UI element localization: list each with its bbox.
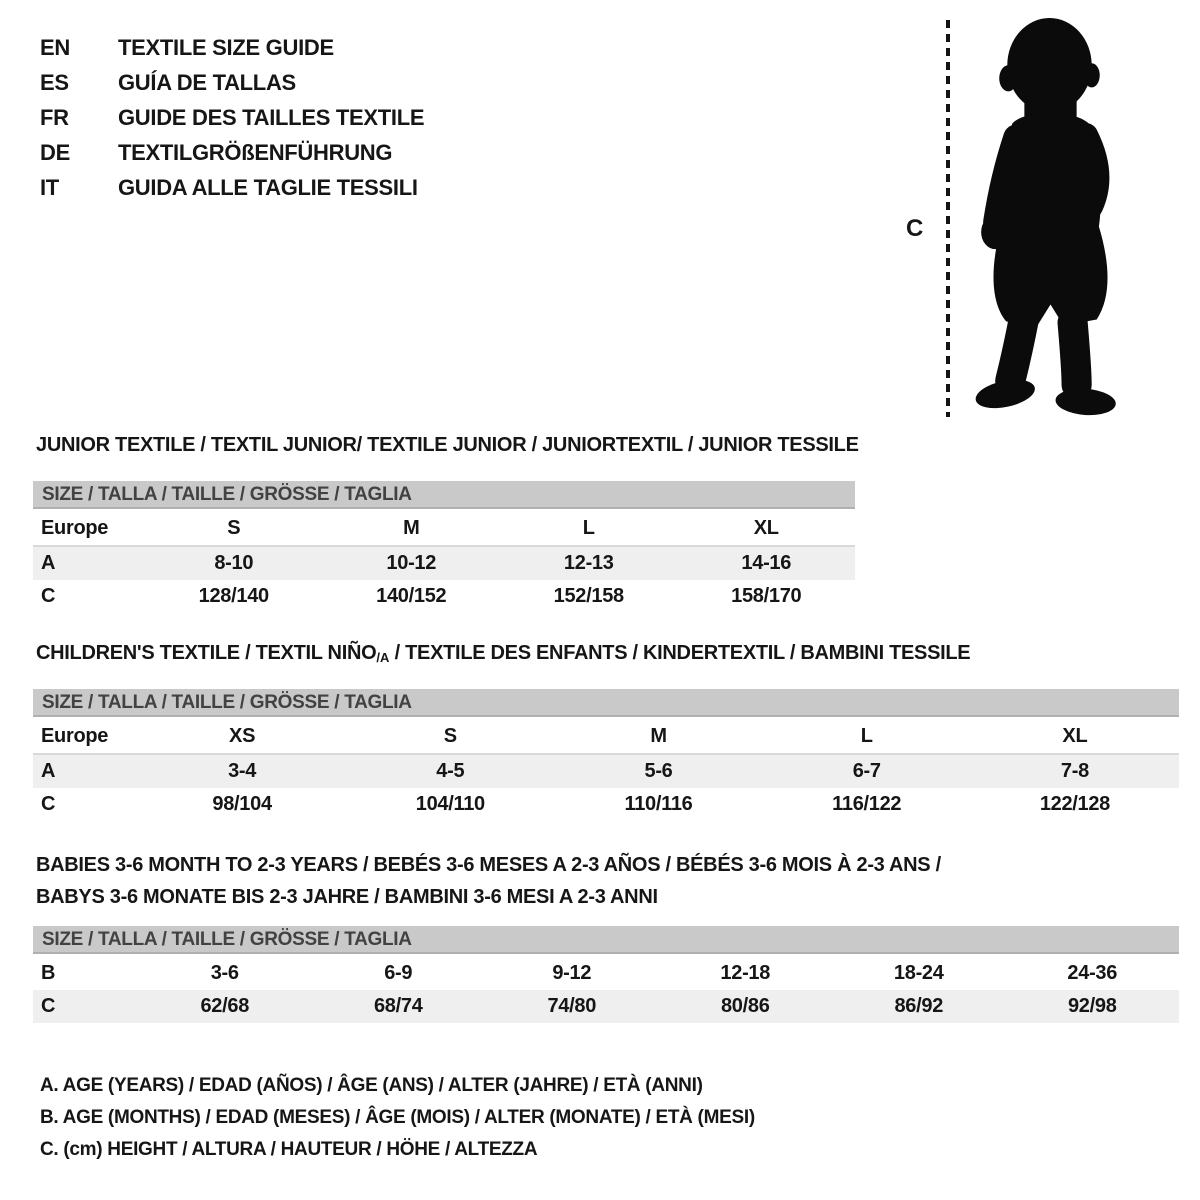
months-cell: 3-6 <box>210 962 239 984</box>
babies-heading-line2: BABYS 3-6 MONATE BIS 2-3 JAHRE / BAMBINI 3-6 MESI A 2-3 ANNI <box>36 886 658 908</box>
height-cell: 122/128 <box>1039 793 1111 815</box>
children-heading-text: / TEXTILE DES ENFANTS / KINDERTEXTIL / BAMBINI TESSILE <box>389 642 971 664</box>
toddler-silhouette-icon <box>963 15 1141 417</box>
height-cell: 158/170 <box>731 585 802 607</box>
children-size-table <box>33 720 1179 821</box>
row-label: A <box>41 552 56 574</box>
age-cell: 10-12 <box>386 552 437 574</box>
height-cell: 68/74 <box>373 995 423 1017</box>
size-cell: L <box>582 517 595 539</box>
junior-size-table <box>33 512 855 613</box>
height-dashed-line <box>946 20 950 417</box>
size-cell: S <box>443 725 457 747</box>
size-cell: XL <box>1062 725 1088 747</box>
language-title: TEXTILGRÖßENFÜHRUNG <box>118 140 393 165</box>
months-cell: 18-24 <box>893 962 944 984</box>
row-label: C <box>41 585 56 607</box>
children-heading-sub: /A <box>376 650 390 665</box>
table-row-height <box>33 580 855 613</box>
age-cell: 6-7 <box>852 760 881 782</box>
height-cell: 152/158 <box>553 585 624 607</box>
language-row-it <box>40 170 424 205</box>
language-row-fr <box>40 100 424 135</box>
babies-size-header-bar: SIZE / TALLA / TAILLE / GRÖSSE / TAGLIA <box>33 926 1179 954</box>
age-cell: 14-16 <box>741 552 792 574</box>
months-cell: 12-18 <box>720 962 771 984</box>
table-row-europe <box>33 720 1179 755</box>
language-code: DE <box>40 140 70 165</box>
language-code: EN <box>40 35 70 60</box>
children-size-header-bar: SIZE / TALLA / TAILLE / GRÖSSE / TAGLIA <box>33 689 1179 717</box>
junior-size-header-bar: SIZE / TALLA / TAILLE / GRÖSSE / TAGLIA <box>33 481 855 509</box>
age-cell: 3-4 <box>228 760 257 782</box>
table-row-europe <box>33 512 855 547</box>
height-cell: 92/98 <box>1067 995 1117 1017</box>
language-title: TEXTILE SIZE GUIDE <box>118 35 334 60</box>
height-cell: 140/152 <box>376 585 447 607</box>
row-label: B <box>41 962 56 984</box>
table-row-months <box>33 957 1179 990</box>
row-label: A <box>41 760 56 782</box>
age-cell: 7-8 <box>1060 760 1089 782</box>
language-row-de <box>40 135 424 170</box>
row-label: C <box>41 793 56 815</box>
language-code: FR <box>40 105 69 130</box>
legend-line-c: C. (cm) HEIGHT / ALTURA / HAUTEUR / HÖHE / ALTEZZA <box>40 1139 538 1160</box>
size-cell: XL <box>753 517 779 539</box>
height-cell: 104/110 <box>415 793 485 815</box>
language-code: ES <box>40 70 69 95</box>
babies-heading-line1: BABIES 3-6 MONTH TO 2-3 YEARS / BEBÉS 3-6 MESES A 2-3 AÑOS / BÉBÉS 3-6 MOIS À 2-3 ANS / <box>36 854 941 876</box>
months-cell: 6-9 <box>384 962 413 984</box>
height-cell: 74/80 <box>547 995 597 1017</box>
table-row-age <box>33 547 855 580</box>
legend-line-a: A. AGE (YEARS) / EDAD (AÑOS) / ÂGE (ANS) / ALTER (JAHRE) / ETÀ (ANNI) <box>40 1075 703 1096</box>
age-cell: 8-10 <box>214 552 254 574</box>
table-row-age <box>33 755 1179 788</box>
language-title-list <box>40 30 424 205</box>
age-cell: 4-5 <box>436 760 465 782</box>
height-cell: 128/140 <box>198 585 269 607</box>
months-cell: 24-36 <box>1067 962 1118 984</box>
months-cell: 9-12 <box>552 962 592 984</box>
size-cell: L <box>860 725 873 747</box>
size-cell: M <box>650 725 667 747</box>
age-cell: 12-13 <box>563 552 614 574</box>
children-heading-text: CHILDREN'S TEXTILE / TEXTIL NIÑO <box>36 642 377 664</box>
language-row-en <box>40 30 424 65</box>
language-title: GUIDA ALLE TAGLIE TESSILI <box>118 175 418 200</box>
row-label: C <box>41 995 56 1017</box>
height-cell: 62/68 <box>200 995 250 1017</box>
size-cell: XS <box>229 725 256 747</box>
height-cell: 116/122 <box>832 793 902 815</box>
height-measure-label: C <box>906 215 924 242</box>
measure-legend <box>40 1070 755 1166</box>
size-cell: S <box>227 517 241 539</box>
junior-section-heading: JUNIOR TEXTILE / TEXTIL JUNIOR/ TEXTILE JUNIOR / JUNIORTEXTIL / JUNIOR TESSILE <box>36 434 859 456</box>
table-row-height <box>33 990 1179 1023</box>
row-label: Europe <box>41 517 109 539</box>
legend-line-b: B. AGE (MONTHS) / EDAD (MESES) / ÂGE (MOIS) / ALTER (MONATE) / ETÀ (MESI) <box>40 1107 755 1128</box>
babies-size-table <box>33 957 1179 1023</box>
size-cell: M <box>403 517 420 539</box>
height-cell: 80/86 <box>720 995 770 1017</box>
row-label: Europe <box>41 725 109 747</box>
height-cell: 110/116 <box>624 793 693 815</box>
language-code: IT <box>40 175 59 200</box>
height-cell: 98/104 <box>212 793 272 815</box>
language-title: GUIDE DES TAILLES TEXTILE <box>118 105 425 130</box>
height-cell: 86/92 <box>894 995 944 1017</box>
age-cell: 5-6 <box>644 760 673 782</box>
table-row-height <box>33 788 1179 821</box>
language-title: GUÍA DE TALLAS <box>118 70 296 95</box>
children-section-heading <box>36 641 970 670</box>
babies-section-heading <box>36 849 941 913</box>
language-row-es <box>40 65 424 100</box>
